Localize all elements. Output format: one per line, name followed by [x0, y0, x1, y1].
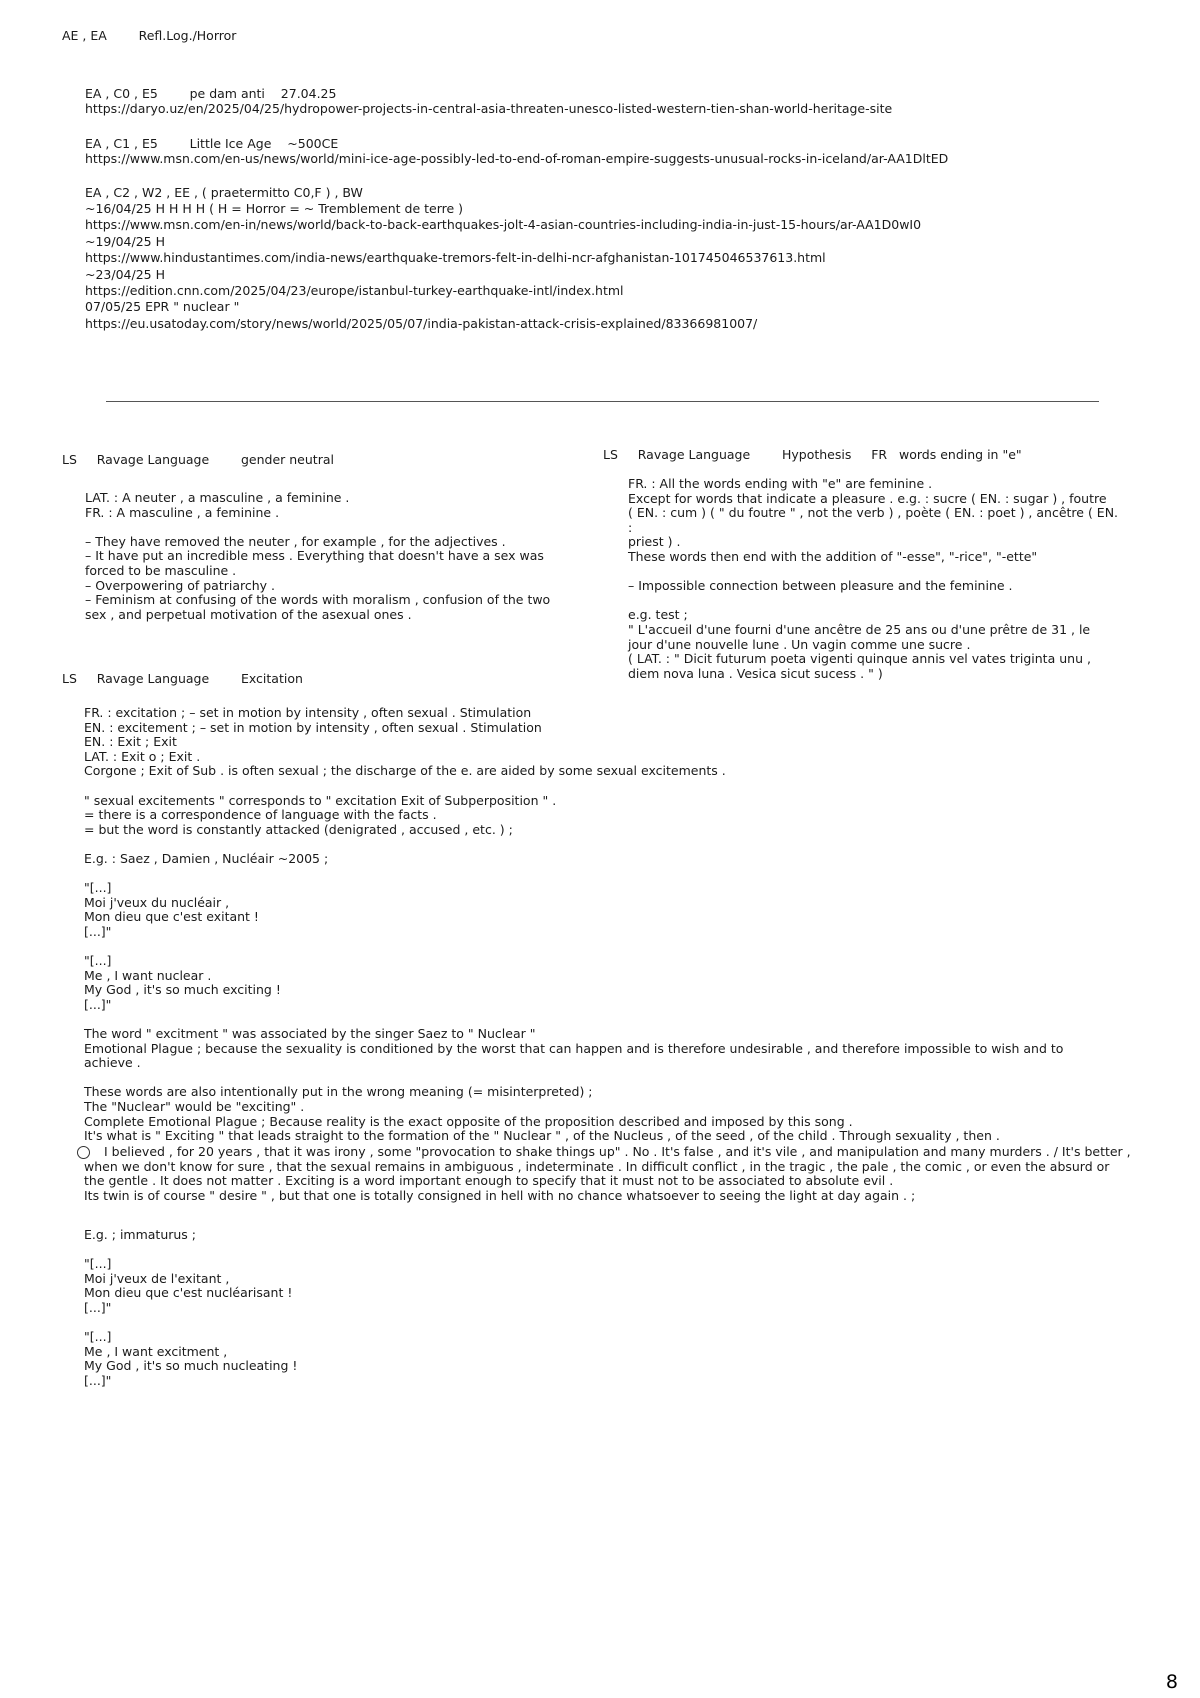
section-heading-hypothesis: LS Ravage Language Hypothesis FR words ending in "e"	[603, 447, 1022, 462]
reference-link[interactable]: https://daryo.uz/en/2025/04/25/hydropower-projects-in-central-asia-threaten-unesco-listed-western-tien-shan-world-heritage-site	[85, 101, 893, 116]
reference-title: EA , C2 , W2 , EE , ( praetermitto C0,F ) , BW	[85, 185, 363, 200]
reference-link[interactable]: https://www.msn.com/en-us/news/world/mini-ice-age-possibly-led-to-end-of-roman-empire-suggests-unusual-rocks-in-iceland/ar-AA1DltED	[85, 151, 949, 166]
section-heading-excitation: LS Ravage Language Excitation	[62, 671, 303, 686]
reference-links[interactable]: ~16/04/25 H H H H ( H = Horror = ~ Tremblement de terre ) https://www.msn.com/en-in/news/world/back-to-back-earthquakes-jolt-4-asian-countries-including-india-in-just-15-hours/ar-AA1D0wI0 ~19/04/25 H https://www.hindustantimes.com/india-news/earthquake-tremors-felt-in-delhi-ncr-afghanistan-101745046537613.html ~23/04/25 H https://edition.cnn.com/2025/04/23/europe/istanbul-turkey-earthquake-intl/index.html 07/05/25 EPR " nuclear " https://eu.usatoday.com/story/news/world/2025/05/07/india-pakistan-attack-crisis-explained/83366981007/	[85, 201, 922, 331]
page-number: 8	[1165, 1671, 1178, 1693]
section-body-gender-neutral: LAT. : A neuter , a masculine , a feminine . FR. : A masculine , a feminine . – They have removed the neuter , for example , for the adjectives . – It have put an incredible mess . Everything that doesn't have a sex was forced to be masculine . – Overpowering of patriarchy . – Feminism at confusing of the words with moralism , confusion of the two sex , and perpetual motivation of the asexual ones .	[85, 490, 551, 622]
horizontal-divider	[106, 401, 1099, 402]
page-header: AE , EA Refl.Log./Horror	[62, 28, 237, 43]
note-paragraph: I believed , for 20 years , that it was irony , some "provocation to shake things up" . No . It's false , and it's vile , and manipulation and many murders . / It's better , when we don't know for sure , that the sexual remains in ambiguous , indeterminate . In difficult conflict , in the tragic , the pale , the comic , or even the absurd or the gentle . It does not matter . Exciting is a word important enough to specify that it must not to be associated to absolute evil . Its twin is of course " desire " , but that one is totally consigned in hell with no chance whatsoever to seeing the light at day again . ;	[84, 1144, 1131, 1203]
example-excitement: E.g. ; immaturus ; "[...] Moi j'veux de l'exitant , Mon dieu que c'est nucléarisant ! [...]" "[...] Me , I want excitment , My God , it's so much nucleating ! [...]"	[84, 1227, 298, 1388]
section-body-hypothesis: FR. : All the words ending with "e" are feminine . Except for words that indicate a pleasure . e.g. : sucre ( EN. : sugar ) , foutre ( EN. : cum ) ( " du foutre " , not the verb ) , poète ( EN. : poet ) , ancêtre ( EN. : priest ) . These words then end with the addition of "-esse", "-rice", "-ette" – Impossible connection between pleasure and the feminine . e.g. test ; " L'accueil d'une fourni d'une ancêtre de 25 ans ou d'une prêtre de 31 , le jour d'une nouvelle lune . Un vagin comme une sucre . ( LAT. : " Dicit futurum poeta vigenti quinque annis vel vates triginta unu , diem nova luna . Vesica sicut sucess . " )	[628, 476, 1119, 681]
reference-title: EA , C1 , E5 Little Ice Age ~500CE	[85, 136, 339, 151]
reference-title: EA , C0 , E5 pe dam anti 27.04.25	[85, 86, 337, 101]
section-heading-gender-neutral: LS Ravage Language gender neutral	[62, 452, 334, 467]
section-body-excitation: FR. : excitation ; – set in motion by intensity , often sexual . Stimulation EN. : excitement ; – set in motion by intensity , often sexual . Stimulation EN. : Exit ; Exit LAT. : Exit o ; Exit . Corgone ; Exit of Sub . is often sexual ; the discharge of the e. are aided by some sexual excitements . " sexual excitements " corresponds to " excitation Exit of Subperposition " . = there is a correspondence of language with the facts . = but the word is constantly attacked (denigrated , accused , etc. ) ; E.g. : Saez , Damien , Nucléair ~2005 ; "[...] Moi j'veux du nucléair , Mon dieu que c'est exitant ! [...]" "[...] Me , I want nuclear . My God , it's so much exciting ! [...]" The word " excitment " was associated by the singer Saez to " Nuclear " Emotional Plague ; because the sexuality is conditioned by the worst that can happen and is therefore undesirable , and therefore impossible to wish and to achieve . These words are also intentionally put in the wrong meaning (= misinterpreted) ; The "Nuclear" would be "exciting" . Complete Emotional Plague ; Because reality is the exact opposite of the proposition described and imposed by this song . It's what is " Exciting " that leads straight to the formation of the " Nuclear " , of the Nucleus , of the seed , of the child . Through sexuality , then .	[84, 705, 1064, 1144]
